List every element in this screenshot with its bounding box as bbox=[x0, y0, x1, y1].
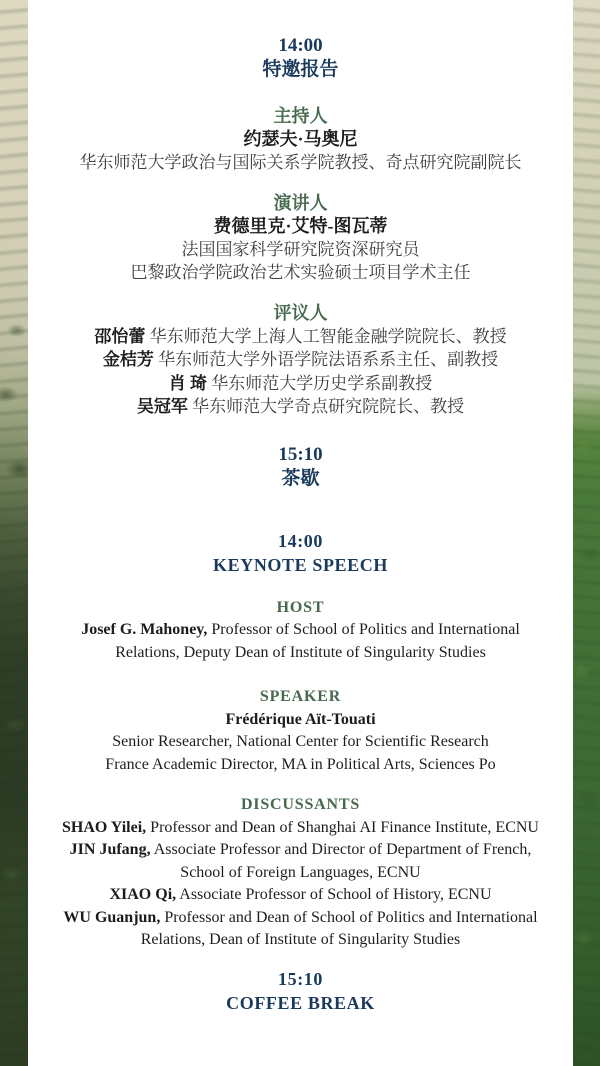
discussant-row bbox=[62, 817, 540, 840]
break-header-en bbox=[28, 967, 573, 1015]
discussant-affiliation: Professor and Dean of Shanghai AI Finance Institute, ECNU bbox=[150, 818, 539, 836]
forest-background-right bbox=[573, 0, 600, 1066]
discussant-row bbox=[28, 348, 573, 371]
break-title-cn: 茶歇 bbox=[281, 467, 320, 489]
discussant-affiliation: 华东师范大学外语学院法语系系主任、副教授 bbox=[158, 350, 499, 370]
discussant-affiliation: Associate Professor and Director of Department of French, School of Foreign Languages, ECNU bbox=[153, 841, 532, 881]
discussants-label-cn: 评议人 bbox=[273, 303, 328, 323]
discussant-affiliation: 华东师范大学历史学系副教授 bbox=[211, 373, 433, 393]
host-block-cn bbox=[28, 105, 573, 174]
discussant-name: WU Guanjun, bbox=[63, 908, 161, 926]
host-block-en bbox=[28, 597, 573, 665]
speaker-name-en: Frédérique Aït-Touati bbox=[225, 710, 376, 728]
host-label-cn: 主持人 bbox=[273, 106, 328, 126]
discussant-affiliation: 华东师范大学奇点研究院院长、教授 bbox=[192, 397, 465, 417]
discussants-block-cn bbox=[28, 302, 573, 419]
speaker-block-en bbox=[28, 686, 573, 776]
discussants-block-en bbox=[28, 794, 573, 952]
discussant-name: 邵怡蕾 bbox=[94, 327, 146, 346]
speaker-name-cn: 费德里克·艾特-图瓦蒂 bbox=[213, 216, 388, 236]
discussant-row bbox=[62, 884, 540, 907]
speaker-label-cn: 演讲人 bbox=[273, 193, 328, 213]
discussant-name: 肖 琦 bbox=[168, 373, 207, 393]
session-header-en bbox=[28, 529, 573, 577]
session-title-en: KEYNOTE SPEECH bbox=[213, 554, 388, 575]
discussant-affiliation: 华东师范大学上海人工智能金融学院院长、教授 bbox=[149, 327, 507, 346]
discussant-row bbox=[28, 372, 573, 395]
break-time-en: 15:10 bbox=[278, 968, 323, 989]
speaker-affiliation-1-cn: 法国国家科学研究院资深研究员 bbox=[181, 240, 420, 259]
program-section-chinese bbox=[28, 34, 573, 491]
session-time-cn: 14:00 bbox=[278, 35, 323, 56]
speaker-affiliation-2-en: France Academic Director, MA in Political Arts, Sciences Po bbox=[105, 755, 496, 773]
discussant-name: JIN Jufang, bbox=[69, 841, 151, 859]
host-name-en: Josef G. Mahoney, bbox=[81, 621, 208, 639]
host-affiliation-cn: 华东师范大学政治与国际关系学院教授、奇点研究院副院长 bbox=[79, 153, 522, 172]
session-time-en: 14:00 bbox=[278, 530, 323, 551]
break-time-cn: 15:10 bbox=[278, 443, 323, 465]
program-panel bbox=[28, 0, 573, 1066]
speaker-affiliation-2-cn: 巴黎政治学院政治艺术实验硕士项目学术主任 bbox=[130, 263, 471, 282]
session-header-cn bbox=[28, 34, 573, 82]
discussant-row bbox=[62, 839, 540, 884]
discussant-name: SHAO Yilei, bbox=[62, 818, 147, 836]
discussant-row bbox=[28, 395, 573, 418]
discussant-affiliation: Associate Professor of School of History, ECNU bbox=[179, 886, 492, 904]
host-affiliation-en: Professor of School of Politics and International Relations, Deputy Dean of Institute of Singularity Studies bbox=[115, 621, 520, 661]
discussant-row bbox=[28, 325, 573, 348]
speaker-block-cn bbox=[28, 192, 573, 284]
discussant-name: XIAO Qi, bbox=[109, 886, 177, 904]
host-label-en: HOST bbox=[276, 598, 325, 616]
session-title-cn: 特邀报告 bbox=[262, 59, 339, 80]
discussant-name: 金桔芳 bbox=[102, 350, 154, 370]
discussants-label-en: DISCUSSANTS bbox=[240, 796, 361, 814]
break-title-en: COFFEE BREAK bbox=[226, 992, 375, 1013]
discussant-affiliation: Professor and Dean of School of Politics and International Relations, Dean of Institute of Singularity Studies bbox=[140, 908, 538, 949]
discussant-name: 吴冠军 bbox=[136, 397, 188, 417]
host-entry-en bbox=[62, 619, 540, 664]
discussant-row bbox=[62, 907, 540, 952]
speaker-affiliation-1-en: Senior Researcher, National Center for Scientific Research bbox=[112, 733, 489, 751]
forest-background-left bbox=[0, 0, 28, 1066]
speaker-label-en: SPEAKER bbox=[259, 688, 342, 706]
break-header-cn bbox=[28, 443, 573, 491]
host-name-cn: 约瑟夫·马奥尼 bbox=[243, 129, 358, 149]
program-section-english bbox=[28, 529, 573, 1015]
